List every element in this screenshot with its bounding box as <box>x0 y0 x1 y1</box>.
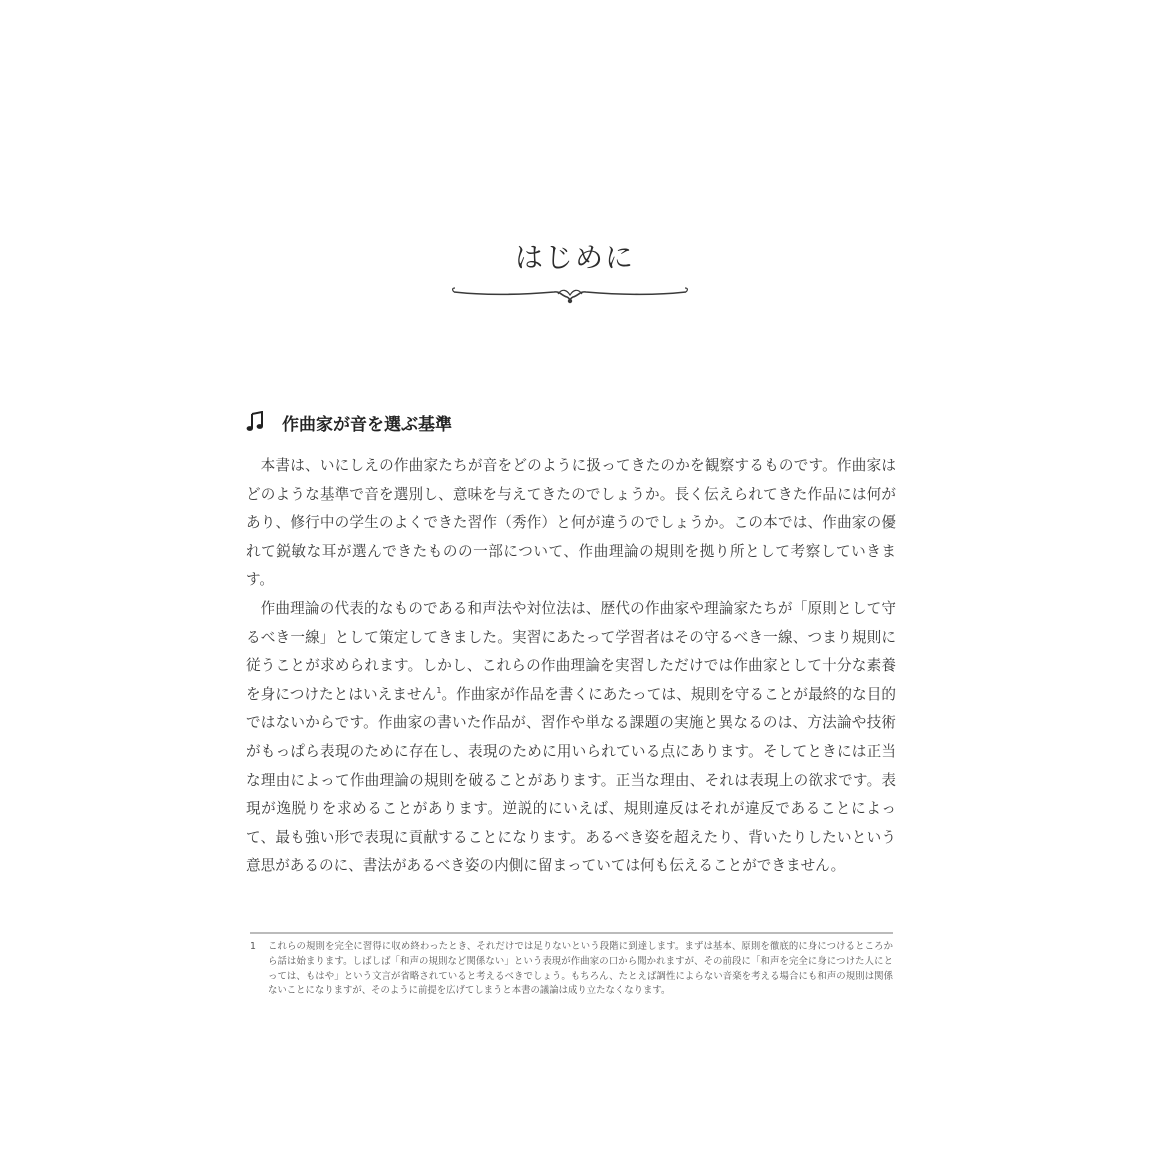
music-note-icon <box>246 411 264 433</box>
section-heading <box>246 408 452 436</box>
ornament-divider-icon <box>450 280 690 308</box>
footnote-text: これらの規則を完全に習得に収め終わったとき、それだけでは足りないという段階に到達します。まずは基本、原則を徹底的に身につけるところから話は始まります。しばしば「和声の規則など関係ない」という表現が作曲家の口から聞かれますが、その前段に「和声を完全に身につけた人にとっては、もはや」という文言が省略されていると考えるべきでしょう。もちろん、たとえば調性によらない音楽を考える場合にも和声の規則は関係ないことになりますが、そのように前提を広げてしまうと本書の議論は成り立たなくなります。 <box>268 941 893 997</box>
paragraph-text: 作曲理論の代表的なものである和声法や対位法は、歴代の作曲家や理論家たちが「原則として守るべき一線」として策定してきました。実習にあたって学習者はその守るべき一線、つまり規則に従うことが求められます。しかし、これらの作曲理論を実習しただけでは作曲家として十分な素養を身につけたとはいえません <box>246 599 896 703</box>
paragraph-text: 。作曲家が作品を書くにあたっては、規則を守ることが最終的な目的ではないからです。作曲家の書いた作品が、習作や単なる課題の実施と異なるのは、方法論や技術がもっぱら表現のために存在し、表現のために用いられている点にあります。そしてときには正当な理由によって作曲理論の規則を破ることがあります。正当な理由、それは表現上の欲求です。表現が逸脱りを求めることがあります。逆説的にいえば、規則違反はそれが違反であることによって、最も強い形で表現に貢献することになります。あるべき姿を超えたり、背いたりしたいという意思があるのに、書法があるべき姿の内側に留まっていては何も伝えることができません。 <box>246 685 896 875</box>
footnote <box>250 940 893 999</box>
section-heading-text: 作曲家が音を選ぶ基準 <box>282 414 452 435</box>
footnote-divider <box>250 932 893 934</box>
paragraph <box>246 595 896 881</box>
footnote-marker: 1 <box>250 941 256 952</box>
footnote-reference[interactable]: 1 <box>436 685 442 695</box>
chapter-title: はじめに <box>514 241 635 274</box>
body-text <box>246 452 896 881</box>
paragraph: 本書は、いにしえの作曲家たちが音をどのように扱ってきたのかを観察するものです。作曲家はどのような基準で音を選別し、意味を与えてきたのでしょうか。長く伝えられてきた作品には何があり、修行中の学生のよくできた習作（秀作）と何が違うのでしょうか。この本では、作曲家の優れて鋭敏な耳が選んできたものの一部について、作曲理論の規則を拠り所として考察していきます。 <box>246 457 896 589</box>
